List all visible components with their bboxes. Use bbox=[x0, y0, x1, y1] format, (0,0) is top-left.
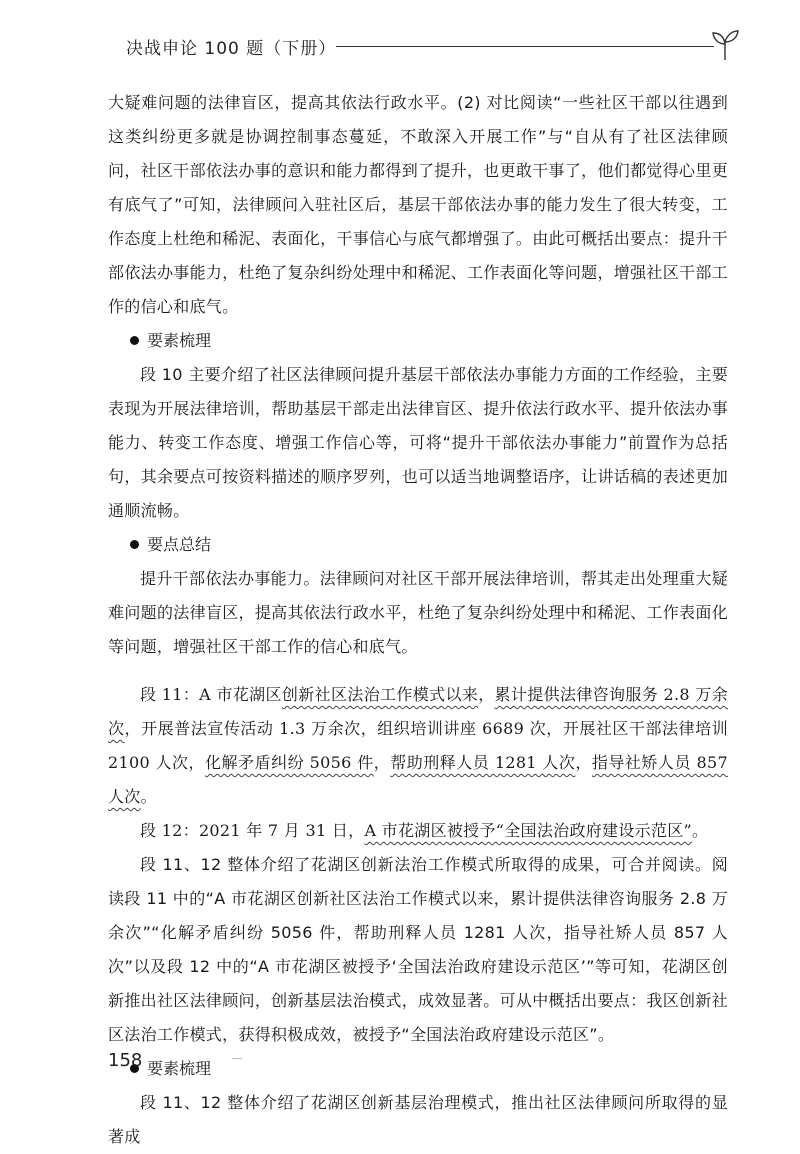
section-heading-elements-1 bbox=[108, 324, 728, 358]
paragraph-7: 段 11、12 整体介绍了花湖区创新基层治理模式，推出社区法律顾问所取得的显著成 bbox=[108, 1093, 728, 1146]
header-rule bbox=[336, 46, 714, 47]
wavy-underlined-text: 累计提供法律咨询服务 2.8 万余次 bbox=[108, 685, 728, 738]
section-heading-summary bbox=[108, 528, 728, 562]
wavy-underlined-text: 化解矛盾纠纷 5056 件 bbox=[205, 753, 374, 772]
page-body bbox=[108, 86, 728, 1154]
section-heading-elements-2 bbox=[108, 1052, 728, 1086]
wavy-underlined-text: 创新社区法治工作模式以来 bbox=[281, 685, 479, 704]
paragraph-1: 大疑难问题的法律盲区，提高其依法行政水平。(2) 对比阅读“一些社区干部以往遇到这类纠纷更多就是协调控制事态蔓延，不敢深入开展工作”与“自从有了社区法律顾问，社区干部依法办事的意识和能力都得到了提升，也更敢干事了，他们都觉得心里更有底气了”可知，法律顾问入驻社区后，基层干部依法办事的能力发生了很大转变，工作态度上杜绝和稀泥、表面化，干事信心与底气都增强了。由此可概括出要点：提升干部依法办事能力，杜绝了复杂纠纷处理中和稀泥、工作表面化等问题，增强社区干部工作的信心和底气。 bbox=[108, 93, 728, 316]
text-run: ， bbox=[575, 753, 592, 772]
source-paragraph-12 bbox=[108, 814, 728, 848]
wavy-underlined-text: 指导社矫人员 857 人次 bbox=[108, 753, 728, 806]
running-header bbox=[126, 28, 726, 62]
wavy-underlined-text: A 市花湖区被授予“全国法治政府建设示范区” bbox=[364, 821, 693, 840]
text-run: ， bbox=[373, 753, 391, 772]
text-run: 段 12：2021 年 7 月 31 日， bbox=[140, 821, 365, 840]
source-paragraph-11 bbox=[108, 678, 728, 814]
paragraph-2: 段 10 主要介绍了社区法律顾问提升基层干部依法办事能力方面的工作经验，主要表现为开展法律培训，帮助基层干部走出法律盲区、提升依法行政水平、提升依法办事能力、转变工作态度、增强工作信心等，可将“提升干部依法办事能力”前置作为总括句，其余要点可按资料描述的顺序罗列，也可以适当地调整语序，让讲话稿的表述更加通顺流畅。 bbox=[108, 365, 728, 520]
bullet-icon bbox=[130, 540, 139, 549]
heading-text: 要点总结 bbox=[147, 535, 212, 554]
text-run: 段 11：A 市花湖区 bbox=[140, 685, 282, 704]
heading-text: 要素梳理 bbox=[147, 1059, 212, 1078]
wavy-underlined-text: 帮助刑释人员 1281 人次 bbox=[390, 753, 576, 772]
page-number: 158 bbox=[108, 1050, 143, 1071]
paragraph-6: 段 11、12 整体介绍了花湖区创新法治工作模式所取得的成果，可合并阅读。阅读段 11 中的“A 市花湖区创新社区法治工作模式以来，累计提供法律咨询服务 2.8 万余次”“化解矛盾纠纷 5056 件，帮助刑释人员 1281 人次，指导社矫人员 857 人次”以及段 12 中的“A 市花湖区被授予‘全国法治政府建设示范区’”等可知，花湖区创新推出社区法律顾问，创新基层法治模式，成效显著。可从中概括出要点：我区创新社区法治工作模式，获得积极成效，被授予“全国法治政府建设示范区”。 bbox=[108, 855, 728, 1044]
book-title: 决战申论 100 题（下册） bbox=[126, 39, 337, 59]
bullet-icon bbox=[130, 336, 139, 345]
section-gap bbox=[108, 664, 728, 678]
text-run: 。 bbox=[140, 787, 157, 806]
text-run: ， bbox=[478, 685, 495, 704]
scan-mark bbox=[232, 1058, 242, 1059]
heading-text: 要素梳理 bbox=[147, 331, 212, 350]
sprout-icon bbox=[710, 28, 740, 62]
text-run: 。 bbox=[692, 821, 709, 840]
paragraph-3: 提升干部依法办事能力。法律顾问对社区干部开展法律培训，帮其走出处理重大疑难问题的法律盲区，提高其依法行政水平，杜绝了复杂纠纷处理中和稀泥、工作表面化等问题，增强社区干部工作的信心和底气。 bbox=[108, 569, 728, 656]
text-run: ，开展普法宣传活动 1.3 万余次，组织培训讲座 6689 次，开展社区干部法律培训 2100 人次， bbox=[108, 719, 728, 772]
